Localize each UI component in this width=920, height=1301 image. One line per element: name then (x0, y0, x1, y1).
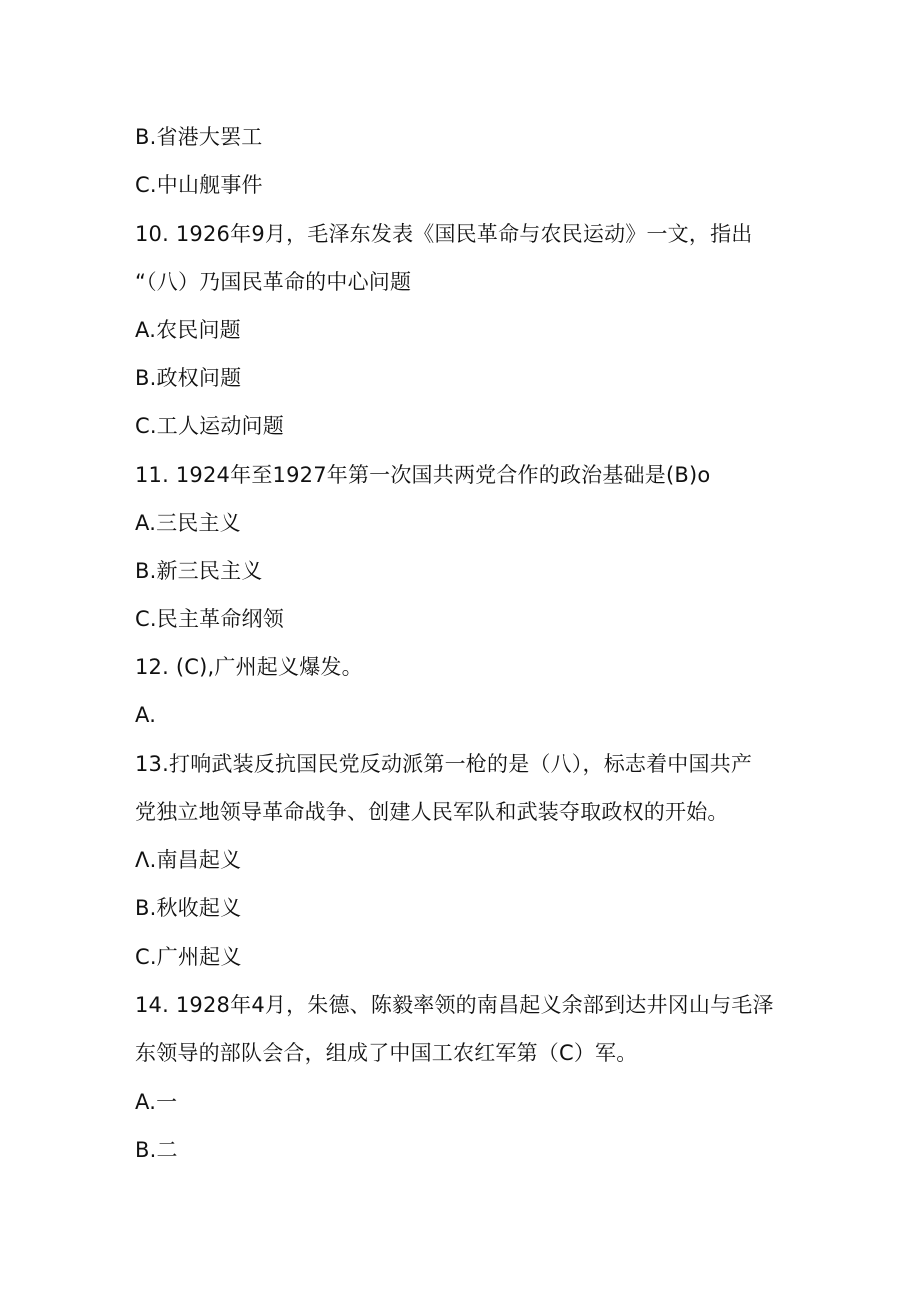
question-11-option-b: B.新三民主义 (135, 559, 263, 583)
question-10-line-1: 10. 1926年9月，毛泽东发表《国民革命与农民运动》一文，指出 (135, 222, 753, 246)
question-14-option-b: B.二 (135, 1138, 178, 1162)
question-10-option-c: C.工人运动问题 (135, 414, 284, 438)
question-10-line-2: “（八）乃国民革命的中心问题 (135, 270, 412, 294)
question-14-line-1: 14. 1928年4月，朱德、陈毅率领的南昌起义余部到达井冈山与毛泽 (135, 993, 774, 1017)
option-b-line: B.省港大罢工 (135, 125, 263, 149)
question-13-line-1: 13.打响武装反抗国民党反动派第一枪的是（八），标志着中国共产 (135, 752, 753, 776)
question-11-option-a: A.三民主义 (135, 511, 241, 535)
question-14-line-2: 东领导的部队会合，组成了中国工农红军第（C）军。 (135, 1041, 638, 1065)
question-12-line: 12. (C),广州起义爆发。 (135, 655, 363, 679)
question-14-option-a: A.一 (135, 1090, 178, 1114)
question-11-line: 11. 1924年至1927年第一次国共两党合作的政治基础是(B)o (135, 463, 711, 487)
question-13-option-c: C.广州起义 (135, 945, 242, 969)
question-13-option-a: Λ.南昌起义 (135, 848, 242, 872)
question-13-line-2: 党独立地领导革命战争、创建人民军队和武装夺取政权的开始。 (135, 800, 729, 824)
option-c-line: C.中山舰事件 (135, 173, 263, 197)
question-12-option-a: A. (135, 703, 157, 727)
question-11-option-c: C.民主革命纲领 (135, 607, 284, 631)
question-10-option-b: B.政权问题 (135, 366, 242, 390)
question-13-option-b: B.秋收起义 (135, 896, 242, 920)
question-10-option-a: A.农民问题 (135, 318, 241, 342)
